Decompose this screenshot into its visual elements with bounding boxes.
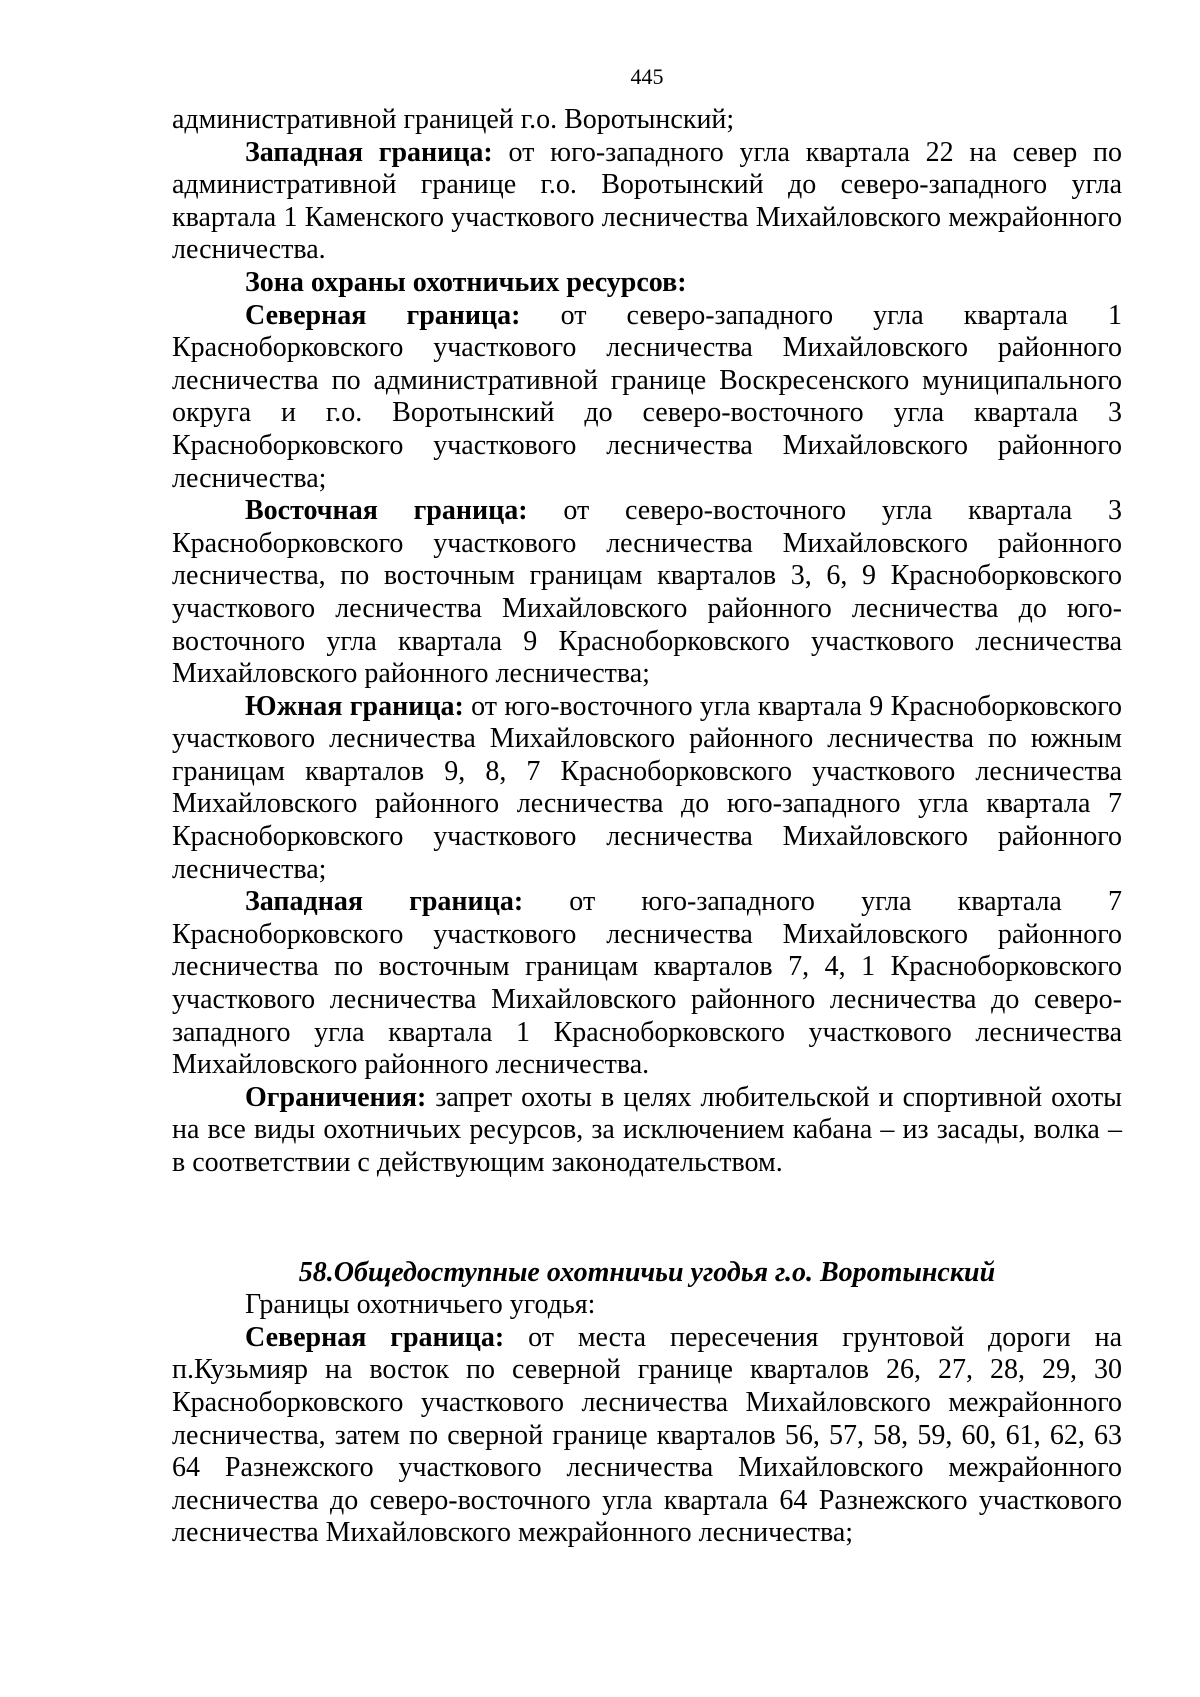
paragraph-text: от северо-западного угла квартала 1 Краснoборковского участкового лесничества Михайловского районного лесничества по административной границе Воскресенского муниципального округа и г.о. Воротынский до северо-восточного угла квартала 3 Красноборковского участкового лесничества Михайловского районного лесничества; — [172, 299, 1122, 494]
paragraph-southern-border — [172, 691, 1122, 887]
paragraph-hunting-grounds-borders — [172, 1289, 1122, 1322]
paragraph-text: административной границей г.о. Воротынский; — [172, 104, 735, 135]
paragraph-text: от юго-западного угла квартала 22 на север по административной границе г.о. Воротынский до северо-западного угла квартала 1 Каменского участкового лесничества Михайловского межрайонного лесничества. — [172, 136, 1123, 266]
paragraph-western-border — [172, 137, 1122, 267]
section-title: 58.Общедоступные охотничьи угодья г.о. Воротынский — [298, 1256, 996, 1288]
paragraph-northern-border — [172, 300, 1122, 496]
paragraph-restrictions — [172, 1082, 1122, 1180]
paragraph-section-northern-border — [172, 1322, 1122, 1550]
paragraph-text: от места пересечения грунтовой дороги на п.Кузьмияр на восток по северной границе кварталов 26, 27, 28, 29, 30 Красноборковского участкового лесничества Михайловского межрайонного лесничества, затем по сверной границе кварталов 56, 57, 58, 59, 60, 61, 62, 63 64 Разнежского участкового лесничества Михайловского межрайонного лесничества до северо-восточного угла квартала 64 Разнежского участкового лесничества Михайловского межрайонного лесничества; — [172, 1321, 1123, 1549]
paragraph-text: от юго-западного угла квартала 7 Красноборковского участкового лесничества Михайловского районного лесничества по восточным границам кварталов 7, 4, 1 Красноборковского участкового лесничества Михайловского районного лесничества до северо-западного угла квартала 1 Красноборковского участкового лесничества Михайловского районного лесничества. — [172, 886, 1122, 1081]
document-page — [172, 64, 1122, 1550]
paragraph-text: Границы охотничьего угодья: — [245, 1289, 596, 1321]
page-number: 445 — [630, 64, 664, 89]
paragraph-text: от юго-восточного угла квартала 9 Красноборковского участкового лесничества Михайловского районного лесничества по южным границам кварталов 9, 8, 7 Красноборковского участкового лесничества Михайловского районного лесничества до юго-западного угла квартала 7 Красноборковского участкового лесничества Михайловского районного лесничества; — [172, 690, 1123, 885]
paragraph-lead: Восточная граница: — [245, 495, 528, 527]
paragraph-lead: Южная граница: — [245, 690, 464, 722]
paragraph-text: запрет охоты в целях любительской и спортивной охоты на все виды охотничьих ресурсов, за исключением кабана – из засады, волка – в соответствии с действующим законодательством. — [172, 1081, 1122, 1178]
paragraph-lead: Зона охраны охотничьих ресурсов: — [245, 266, 687, 298]
paragraph-western-border-2 — [172, 886, 1122, 1082]
paragraph-eastern-border — [172, 495, 1122, 691]
paragraph-lead: Северная граница: — [245, 1321, 505, 1353]
paragraph-protection-zone-heading — [172, 267, 1122, 300]
paragraph-lead: Западная граница: — [245, 136, 493, 168]
paragraph-continuation — [172, 104, 1122, 137]
paragraph-lead: Ограничения: — [245, 1081, 427, 1113]
paragraph-lead: Западная граница: — [245, 886, 524, 918]
paragraph-lead: Северная граница: — [245, 299, 521, 331]
paragraph-text: от северо-восточного угла квартала 3 Красноборковского участкового лесничества Михайловского районного лесничества, по восточным границам кварталов 3, 6, 9 Красноборковского участкового лесничества Михайловского районного лесничества до юго-восточного угла квартала 9 Красноборковского участкового лесничества Михайловского районного лесничества; — [172, 495, 1122, 690]
